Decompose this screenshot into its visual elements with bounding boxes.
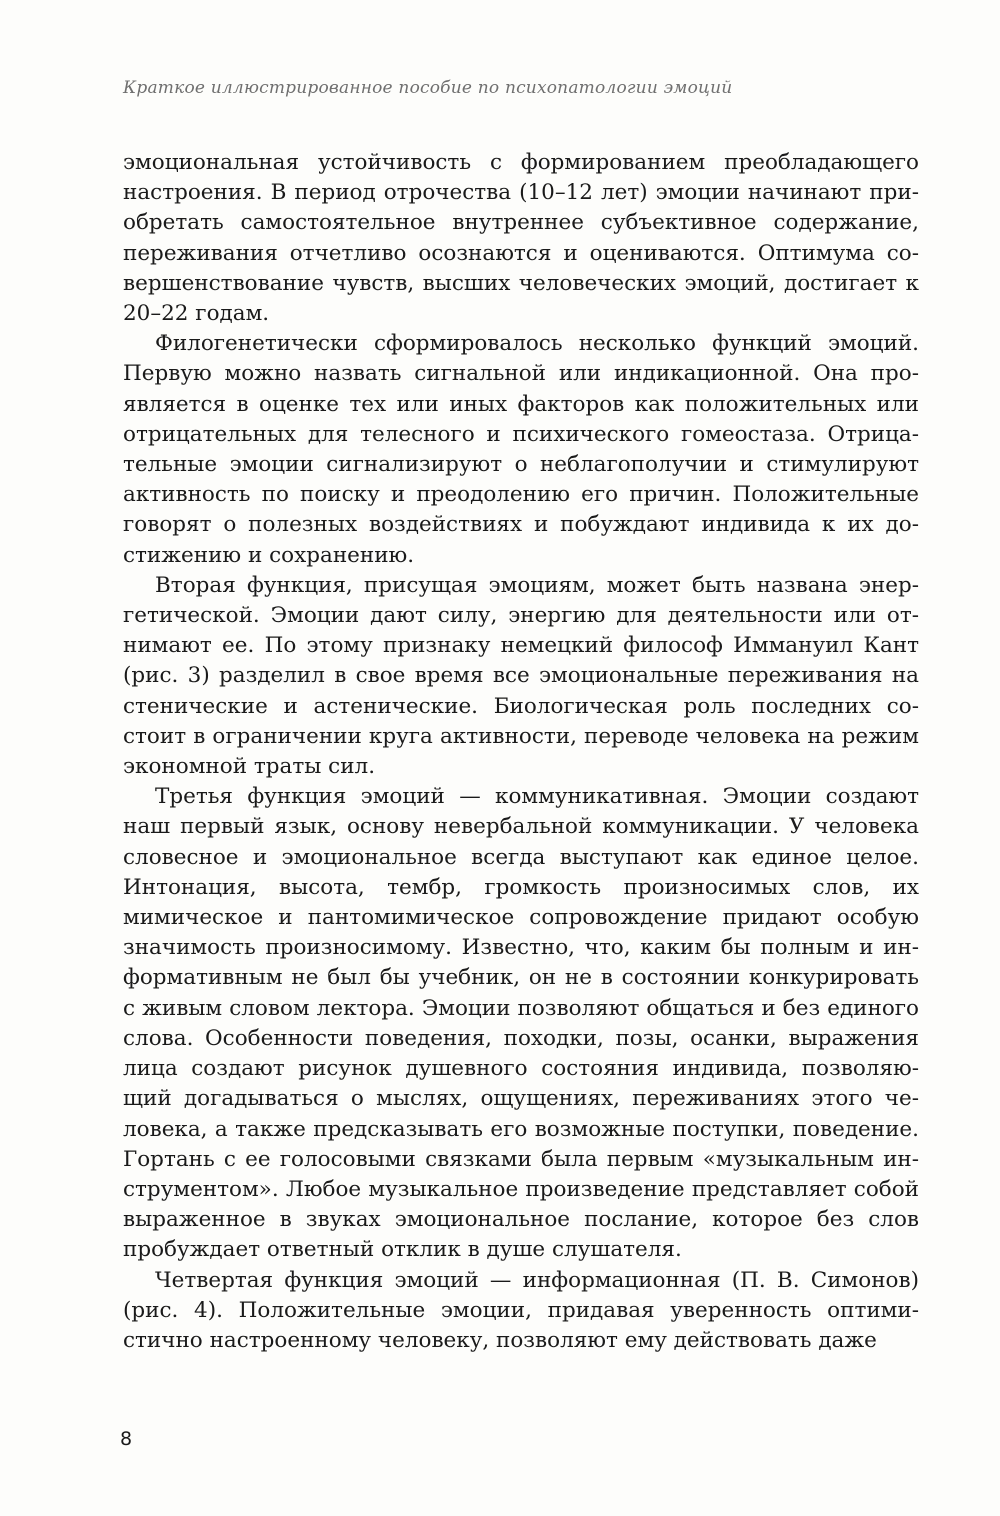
paragraph-communicative-function: Третья функция эмоций — коммуникативная. Эмоции создают наш первый язык, основу невербальной коммуникации. У человека словесное и эмоциональное всегда выступают как единое целое. Интонация, высота, тембр, громкость произносимых слов, их мимическое и пантомимическое сопровождение придают особую значимость произносимому. Известно, что, каким бы полным и информативным не был бы учебник, он не в состоянии конкурировать с живым словом лектора. Эмоции позволяют общаться и без единого слова. Особенности поведения, походки, позы, осанки, выражения лица создают рисунок душевного состояния индивида, позволяющий догадываться о мыслях, ощущениях, переживаниях этого человека, а также предсказывать его возможные поступки, поведение. Гортань с ее голосовыми связками была первым «музыкальным инструментом». Любое музыкальное произведение представляет собой выраженное в звуках эмоциональное послание, которое без слов пробуждает ответный отклик в душе слушателя. <box>123 784 919 1263</box>
paragraph-continuation: эмоциональная устойчивость с формированием преобладающего настроения. В период отрочества (10–12 лет) эмоции начинают приобретать самостоятельное внутреннее субъективное содержание, переживания отчетливо осознаются и оцениваются. Оптимума совершенствование чувств, высших человеческих эмоций, достигает к 20–22 годам. <box>123 150 919 327</box>
paragraph-energy-function: Вторая функция, присущая эмоциям, может быть названа энергетической. Эмоции дают силу, энергию для деятельности или отнимают ее. По этому признаку немецкий философ Иммануил Кант (рис. 3) разделил в свое время все эмоциональные переживания на стенические и астенические. Биологическая роль последних состоит в ограничении круга активности, переводе человека на режим экономной траты сил. <box>123 572 919 780</box>
page-number: 8 <box>120 1428 133 1450</box>
paragraph-information-function: Четвертая функция эмоций — информационная (П. В. Симонов) (рис. 4). Положительные эмоции, придавая уверенность оптимистично настроенному человеку, позволяют ему действовать даже <box>123 1267 919 1353</box>
body-text <box>123 148 919 1356</box>
paragraph-signal-function: Филогенетически сформировалось несколько функций эмоций. Первую можно назвать сигнальной или индикационной. Она проявляется в оценке тех или иных факторов как положительных или отрицательных для телесного и психического гомеостаза. Отрицательные эмоции сигнализируют о неблагополучии и стимулируют активность по поиску и преодолению его причин. Положительные говорят о полезных воздействиях и побуждают индивида к их достижению и сохранению. <box>123 331 919 568</box>
running-header: Краткое иллюстрированное пособие по психопатологии эмоций <box>123 78 733 98</box>
header-divider <box>123 108 923 109</box>
